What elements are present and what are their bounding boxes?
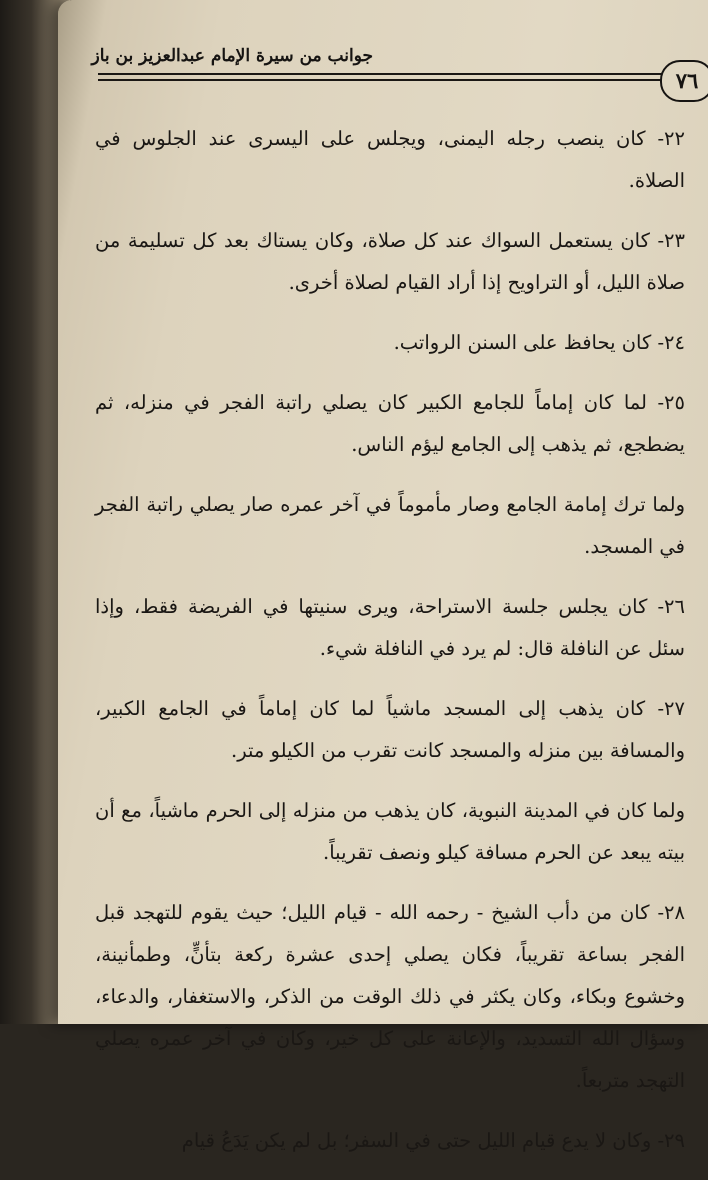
paragraph-26: ٢٦- كان يجلس جلسة الاستراحة، ويرى سنيتها في الفريضة فقط، وإذا سئل عن النافلة قال: لم يرد في النافلة شيء. — [95, 595, 685, 660]
page-number: ٧٦ — [660, 60, 708, 102]
paragraph-23: ٢٣- كان يستعمل السواك عند كل صلاة، وكان يستاك بعد كل تسليمة من صلاة الليل، أو التراويح إذا أراد القيام لصلاة أخرى. — [95, 229, 685, 294]
running-title: جوانب من سيرة الإمام عبدالعزيز بن باز — [91, 46, 373, 66]
paragraph-22: ٢٢- كان ينصب رجله اليمنى، ويجلس على اليسرى عند الجلوس في الصلاة. — [95, 127, 685, 192]
paragraph-24: ٢٤- كان يحافظ على السنن الرواتب. — [393, 331, 685, 354]
paragraph-27-continuation: ولما كان في المدينة النبوية، كان يذهب من منزله إلى الحرم ماشياً، مع أن بيته يبعد عن الحرم مسافة كيلو ونصف تقريباً. — [95, 799, 685, 864]
paragraph-28: ٢٨- كان من دأب الشيخ - رحمه الله - قيام الليل؛ حيث يقوم للتهجد قبل الفجر بساعة تقريباً، فكان يصلي إحدى عشرة ركعة بتأنٍّ، وطمأنينة، وخشوع وبكاء، وكان يكثر في ذلك الوقت من الذكر، والاستغفار، والدعاء، وسؤال الله التسديد، والإعانة على كل خير، وكان في آخر عمره يصلي التهجد متربعاً. — [95, 901, 685, 1092]
paragraph-25: ٢٥- لما كان إماماً للجامع الكبير كان يصلي راتبة الفجر في منزله، ثم يضطجع، ثم يذهب إلى الجامع ليؤم الناس. — [95, 391, 685, 456]
paragraph-25-continuation: ولما ترك إمامة الجامع وصار مأموماً في آخر عمره صار يصلي راتبة الفجر في المسجد. — [95, 493, 685, 558]
paragraph-27: ٢٧- كان يذهب إلى المسجد ماشياً لما كان إماماً في الجامع الكبير، والمسافة بين منزله والمسجد كانت تقرب من الكيلو متر. — [95, 697, 685, 762]
header-rule — [98, 73, 708, 75]
page-header — [91, 40, 699, 110]
header-rule — [98, 79, 708, 81]
paragraph-29: ٢٩- وكان لا يدع قيام الليل حتى في السفر؛ بل لم يكن يَدَعُ قيام — [181, 1129, 685, 1152]
page-body — [95, 118, 685, 1180]
